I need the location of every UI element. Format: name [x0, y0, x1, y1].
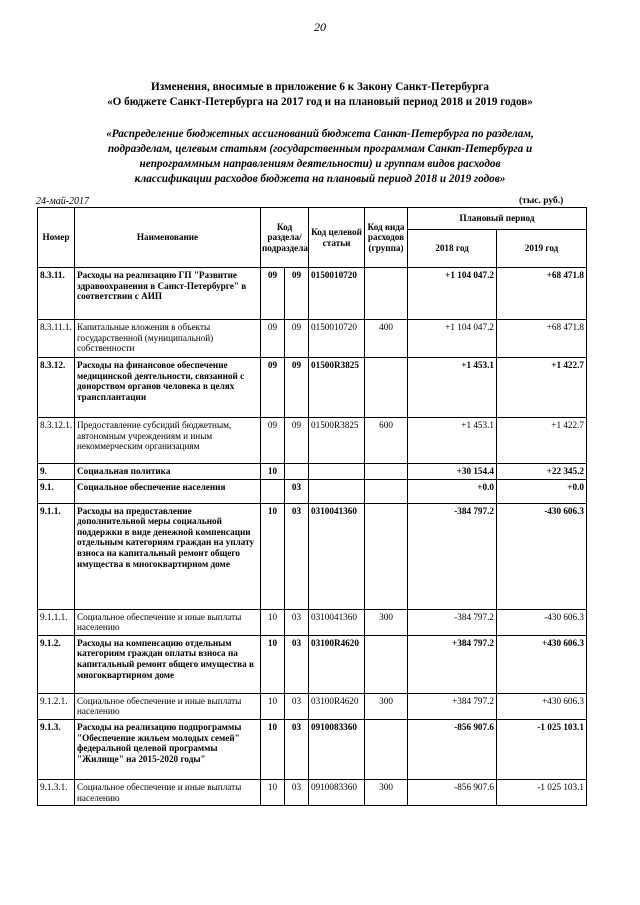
header-section-code: Код раздела/ подраздела: [261, 208, 309, 268]
subtitle-line: подразделам, целевым статьям (государственным программам Санкт-Петербурга и: [107, 143, 533, 155]
row-number: 9.1.3.: [38, 719, 75, 779]
row-name: Расходы на реализацию подпрограммы "Обеспечение жильем молодых семей" федеральной целевой программы "Жилище" на 2015-2020 годы": [75, 719, 261, 779]
table-body: [38, 268, 587, 806]
row-target-code: 0910083360: [309, 779, 365, 805]
row-subsection-code: 09: [285, 418, 309, 464]
table-row: [38, 503, 587, 609]
header-planned-period: Плановый период: [408, 208, 587, 230]
row-name: Расходы на финансовое обеспечение медицинской деятельности, связанной с донорством органов человека в целях трансплантации: [75, 358, 261, 418]
row-name: Расходы на компенсацию отдельным категориям граждан оплаты взноса на капитальный ремонт общего имущества в многоквартирном доме: [75, 635, 261, 693]
row-group-code: [365, 635, 408, 693]
row-value-2018: +384 797.2: [408, 635, 497, 693]
row-value-2019: -430 606.3: [497, 503, 587, 609]
row-value-2019: -1 025 103.1: [497, 719, 587, 779]
document-title: [30, 80, 610, 110]
row-group-code: 600: [365, 418, 408, 464]
budget-table: [37, 207, 587, 806]
row-value-2019: +1 422.7: [497, 418, 587, 464]
document-date: 24-май-2017: [36, 196, 90, 207]
row-number: 9.1.2.: [38, 635, 75, 693]
row-value-2018: +0.0: [408, 479, 497, 503]
row-name: Расходы на предоставление дополнительной меры социальной поддержки в виде денежной компенсации отдельным категориям граждан на уплату взноса на капитальный ремонт общего имущества в многоквартирном доме: [75, 503, 261, 609]
row-group-code: [365, 268, 408, 320]
table-row: [38, 693, 587, 719]
row-target-code: 03100R4620: [309, 635, 365, 693]
table-row: [38, 719, 587, 779]
row-number: 9.1.2.1.: [38, 693, 75, 719]
subtitle-line: «Распределение бюджетных ассигнований бюджета Санкт-Петербурга по разделам,: [106, 128, 534, 140]
page-number: 20: [314, 20, 326, 34]
row-value-2018: +1 104 047.2: [408, 268, 497, 320]
table-row: [38, 358, 587, 418]
header-name: Наименование: [75, 208, 261, 268]
row-name: Социальное обеспечение и иные выплаты населению: [75, 779, 261, 805]
row-value-2018: -384 797.2: [408, 609, 497, 635]
row-name: Социальное обеспечение и иные выплаты населению: [75, 693, 261, 719]
row-group-code: 300: [365, 779, 408, 805]
table-row: [38, 320, 587, 358]
row-target-code: 03100R4620: [309, 693, 365, 719]
row-target-code: 0310041360: [309, 609, 365, 635]
header-year-2018: 2018 год: [408, 230, 497, 268]
row-name: Социальная политика: [75, 464, 261, 480]
row-section-code: 09: [261, 320, 285, 358]
header-target-code: Код целевой статьи: [309, 208, 365, 268]
row-target-code: 01500R3825: [309, 358, 365, 418]
row-subsection-code: 03: [285, 503, 309, 609]
title-line: Изменения, вносимые в приложение 6 к Закону Санкт-Петербурга: [151, 81, 489, 93]
table-row: [38, 609, 587, 635]
header-group-code: Код вида расходов (группа): [365, 208, 408, 268]
row-value-2018: -856 907.6: [408, 779, 497, 805]
row-subsection-code: 09: [285, 358, 309, 418]
row-number: 9.: [38, 464, 75, 480]
row-subsection-code: 03: [285, 635, 309, 693]
row-section-code: [261, 479, 285, 503]
row-section-code: 09: [261, 268, 285, 320]
row-number: 9.1.: [38, 479, 75, 503]
row-value-2018: +1 453.1: [408, 418, 497, 464]
header-year-2019: 2019 год: [497, 230, 587, 268]
row-value-2019: +68 471.8: [497, 320, 587, 358]
row-value-2018: +1 453.1: [408, 358, 497, 418]
table-row: [38, 418, 587, 464]
row-value-2019: -1 025 103.1: [497, 779, 587, 805]
row-name: Социальное обеспечение населения: [75, 479, 261, 503]
row-section-code: 10: [261, 779, 285, 805]
row-section-code: 10: [261, 635, 285, 693]
row-section-code: 10: [261, 609, 285, 635]
document-subtitle: [30, 127, 610, 187]
row-section-code: 10: [261, 503, 285, 609]
row-value-2019: -430 606.3: [497, 609, 587, 635]
row-number: 9.1.1.1.: [38, 609, 75, 635]
row-group-code: 300: [365, 693, 408, 719]
row-number: 8.3.11.: [38, 268, 75, 320]
row-subsection-code: [285, 464, 309, 480]
row-group-code: [365, 464, 408, 480]
row-name: Капитальные вложения в объекты государственной (муниципальной) собственности: [75, 320, 261, 358]
subtitle-line: классификации расходов бюджета на плановый период 2018 и 2019 годов»: [134, 173, 506, 185]
row-number: 8.3.11.1.: [38, 320, 75, 358]
row-value-2018: -856 907.6: [408, 719, 497, 779]
row-value-2019: +430 606.3: [497, 693, 587, 719]
row-subsection-code: 03: [285, 779, 309, 805]
row-target-code: 0910083360: [309, 719, 365, 779]
row-section-code: 10: [261, 693, 285, 719]
row-value-2018: +30 154.4: [408, 464, 497, 480]
row-value-2019: +430 606.3: [497, 635, 587, 693]
row-name: Социальное обеспечение и иные выплаты населению: [75, 609, 261, 635]
row-value-2019: +0.0: [497, 479, 587, 503]
row-value-2019: +68 471.8: [497, 268, 587, 320]
table-row: [38, 268, 587, 320]
row-subsection-code: 03: [285, 609, 309, 635]
row-target-code: [309, 479, 365, 503]
row-value-2018: -384 797.2: [408, 503, 497, 609]
row-group-code: 300: [365, 609, 408, 635]
table-row: [38, 479, 587, 503]
row-target-code: [309, 464, 365, 480]
row-subsection-code: 03: [285, 719, 309, 779]
row-section-code: 09: [261, 418, 285, 464]
header-number: Номер: [38, 208, 75, 268]
row-group-code: [365, 503, 408, 609]
row-number: 8.3.12.1.: [38, 418, 75, 464]
row-target-code: 0150010720: [309, 268, 365, 320]
table-row: [38, 779, 587, 805]
row-value-2019: +22 345.2: [497, 464, 587, 480]
row-value-2018: +384 797.2: [408, 693, 497, 719]
row-name: Предоставление субсидий бюджетным, автономным учреждениям и иным некоммерческим организациям: [75, 418, 261, 464]
row-section-code: 09: [261, 358, 285, 418]
row-number: 8.3.12.: [38, 358, 75, 418]
row-group-code: [365, 358, 408, 418]
row-target-code: 0150010720: [309, 320, 365, 358]
row-target-code: 01500R3825: [309, 418, 365, 464]
table-row: [38, 464, 587, 480]
title-line: «О бюджете Санкт-Петербурга на 2017 год и на плановый период 2018 и 2019 годов»: [107, 96, 533, 108]
row-subsection-code: 03: [285, 479, 309, 503]
row-subsection-code: 09: [285, 268, 309, 320]
units-label: (тыс. руб.): [519, 196, 564, 206]
subtitle-line: непрограммным направлениям деятельности) и группам видов расходов: [139, 158, 501, 170]
row-section-code: 10: [261, 464, 285, 480]
table-row: [38, 635, 587, 693]
row-subsection-code: 03: [285, 693, 309, 719]
row-group-code: 400: [365, 320, 408, 358]
row-number: 9.1.3.1.: [38, 779, 75, 805]
row-value-2019: +1 422.7: [497, 358, 587, 418]
row-target-code: 0310041360: [309, 503, 365, 609]
row-subsection-code: 09: [285, 320, 309, 358]
row-number: 9.1.1.: [38, 503, 75, 609]
row-value-2018: +1 104 047.2: [408, 320, 497, 358]
row-section-code: 10: [261, 719, 285, 779]
row-name: Расходы на реализацию ГП "Развитие здравоохранения в Санкт-Петербурге" в соответствии с АИП: [75, 268, 261, 320]
row-group-code: [365, 479, 408, 503]
row-group-code: [365, 719, 408, 779]
